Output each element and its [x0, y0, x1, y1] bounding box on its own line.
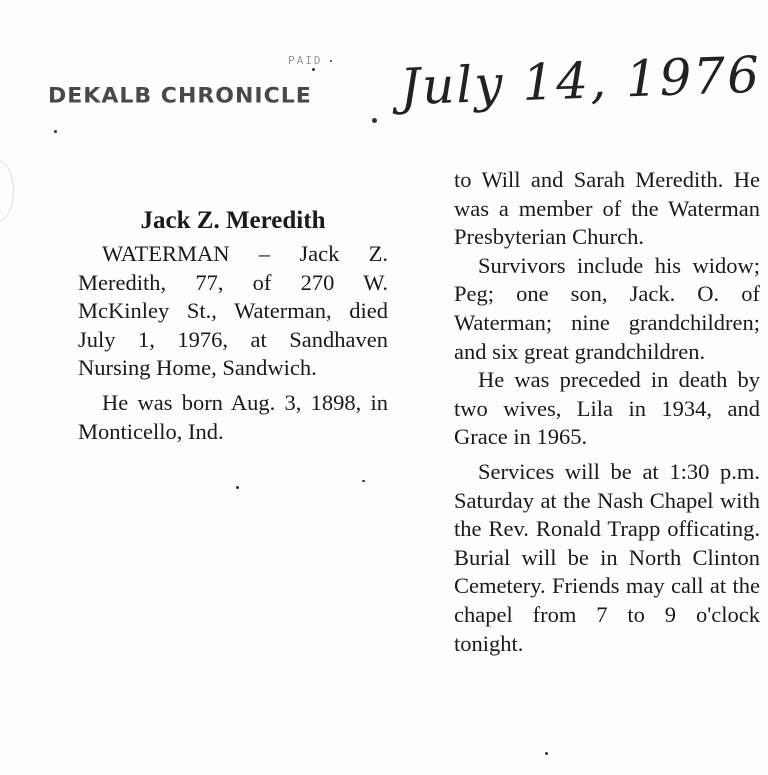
print-speck: [362, 480, 365, 482]
print-speck: [54, 130, 57, 133]
obituary-paragraph: WATERMAN – Jack Z. Meredith, 77, of 270 W. McKinley St., Waterman, died July 1, 1976, at Sandhaven Nursing Home, Sandwich.: [78, 241, 388, 381]
print-speck: [236, 486, 239, 489]
obituary-left-column: [78, 206, 388, 446]
print-speck: [545, 752, 548, 755]
print-speck: [372, 118, 377, 123]
obituary-headline: Jack Z. Meredith: [140, 207, 326, 234]
handwritten-date: July 14, 1976: [399, 45, 762, 117]
newspaper-masthead: DEKALB CHRONICLE: [48, 84, 312, 109]
stamp-mark: PAID: [288, 54, 323, 67]
obituary-paragraph: He was born Aug. 3, 1898, in Monticello, Ind.: [78, 389, 388, 444]
obituary-paragraph: Services will be at 1:30 p.m. Saturday at the Nash Chapel with the Rev. Ronald Trapp officating. Burial will be in North Clinton Cemetery. Friends may call at the chapel from 7 to 9 o'clock tonight.: [454, 458, 760, 656]
obituary-paragraph: to Will and Sarah Meredith. He was a member of the Waterman Presbyterian Church.: [454, 167, 760, 250]
obituary-paragraph: He was preceded in death by two wives, Lila in 1934, and Grace in 1965.: [454, 367, 760, 450]
print-speck: [312, 68, 315, 71]
obituary-paragraph: Survivors include his widow; Peg; one son, Jack. O. of Waterman; nine grandchildren; and six great grandchildren.: [454, 252, 760, 364]
paper-edge-mark: [0, 160, 14, 222]
print-speck: [330, 60, 332, 62]
obituary-right-column: [454, 166, 760, 658]
